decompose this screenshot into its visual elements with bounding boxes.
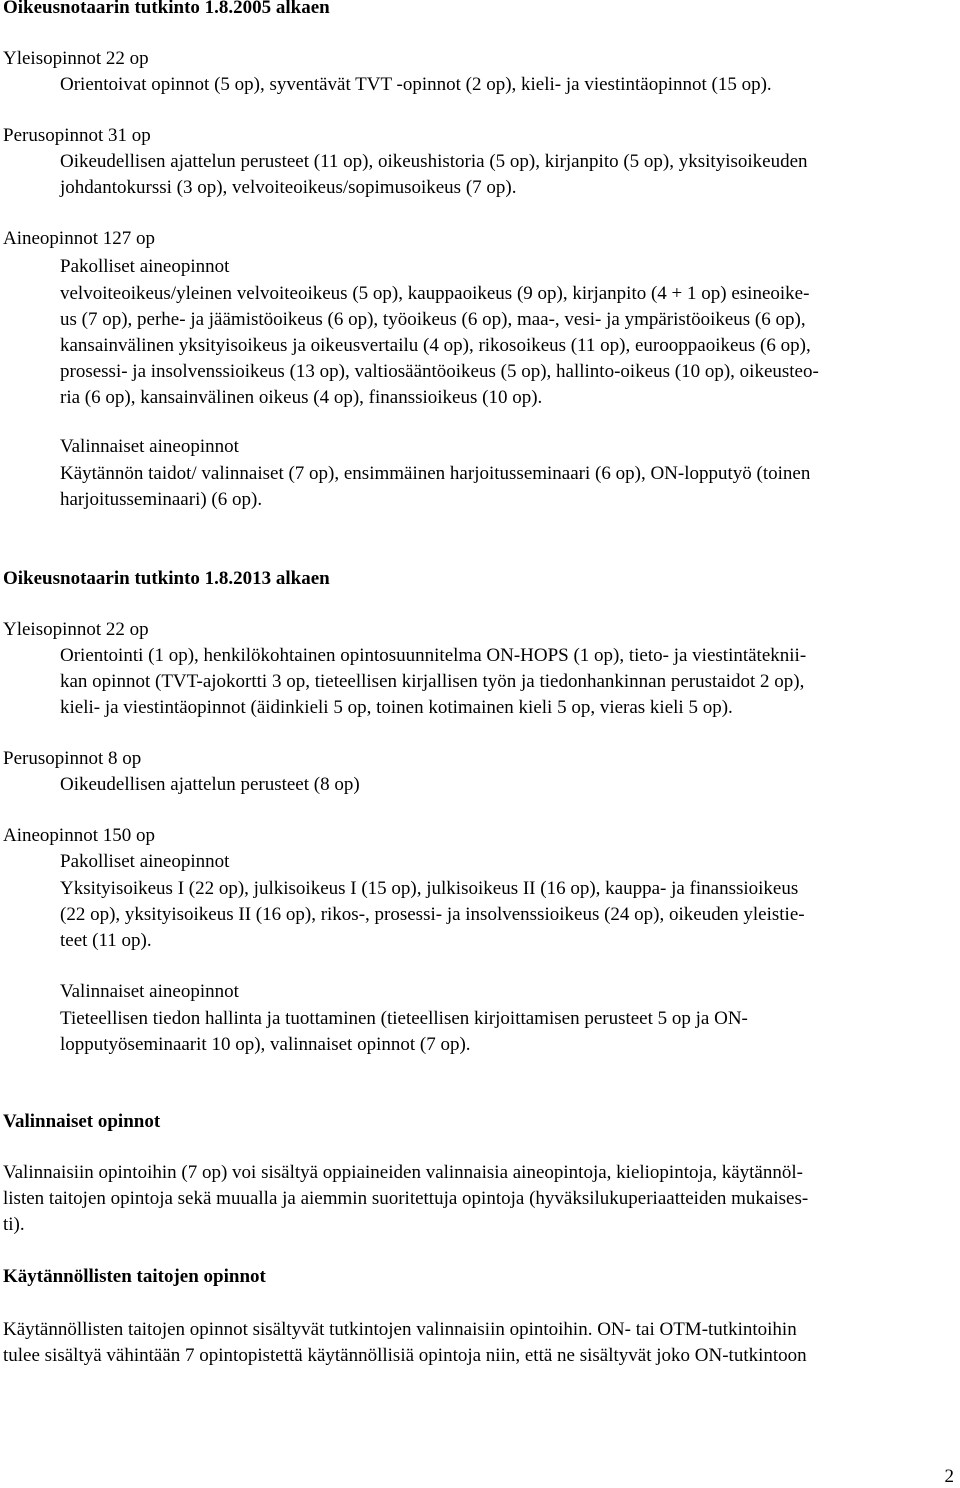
section-2005-title: Oikeusnotaarin tutkinto 1.8.2005 alkaen bbox=[3, 0, 330, 18]
page-number: 2 bbox=[944, 1466, 954, 1487]
section-2013-pakolliset-heading: Pakolliset aineopinnot bbox=[60, 851, 230, 872]
section-2013-yleisopinnot-text-line: kan opinnot (TVT-ajokortti 3 op, tieteellisen kirjallisen työn ja tiedonhankinnan perustaidot 2 op), bbox=[60, 671, 805, 692]
section-2005-valinnaiset-heading: Valinnaiset aineopinnot bbox=[60, 436, 239, 457]
section-2013-yleisopinnot-heading: Yleisopinnot 22 op bbox=[3, 619, 149, 640]
section-2013-yleisopinnot-text-line: kieli- ja viestintäopinnot (äidinkieli 5 op, toinen kotimainen kieli 5 op, vieras kieli 5 op). bbox=[60, 697, 733, 718]
section-2013-perusopinnot-text: Oikeudellisen ajattelun perusteet (8 op) bbox=[60, 774, 360, 795]
section-2013-valinnaiset-text-line: lopputyöseminaarit 10 op), valinnaiset opinnot (7 op). bbox=[60, 1034, 471, 1055]
section-2005-perusopinnot-text-line: johdantokurssi (3 op), velvoiteoikeus/sopimusoikeus (7 op). bbox=[60, 177, 517, 198]
valinnaiset-opinnot-title: Valinnaiset opinnot bbox=[3, 1111, 161, 1132]
section-2005-yleisopinnot-heading: Yleisopinnot 22 op bbox=[3, 48, 149, 69]
section-2005-pakolliset-text-line: us (7 op), perhe- ja jäämistöoikeus (6 op), työoikeus (6 op), maa-, vesi- ja ympäristöoikeus (6 op), bbox=[60, 309, 806, 330]
kaytannolliset-text-line: tulee sisältyä vähintään 7 opintopistettä käytännöllisiä opintoja niin, että ne sisältyvät joko ON-tutkintoon bbox=[3, 1345, 807, 1366]
section-2005-perusopinnot-heading: Perusopinnot 31 op bbox=[3, 125, 151, 146]
section-2005-pakolliset-text-line: ria (6 op), kansainvälinen oikeus (4 op), finanssioikeus (10 op). bbox=[60, 387, 543, 408]
section-2013-pakolliset-text-line: Yksityisoikeus I (22 op), julkisoikeus I (15 op), julkisoikeus II (16 op), kauppa- ja finanssioikeus bbox=[60, 878, 799, 899]
kaytannolliset-title: Käytännöllisten taitojen opinnot bbox=[3, 1266, 266, 1287]
section-2005-pakolliset-heading: Pakolliset aineopinnot bbox=[60, 256, 230, 277]
section-2005-aineopinnot-heading: Aineopinnot 127 op bbox=[3, 228, 155, 249]
section-2005-valinnaiset-text-line: harjoitusseminaari) (6 op). bbox=[60, 489, 263, 510]
section-2013-valinnaiset-heading: Valinnaiset aineopinnot bbox=[60, 981, 239, 1002]
section-2005-yleisopinnot-text: Orientoivat opinnot (5 op), syventävät TVT -opinnot (2 op), kieli- ja viestintäopinnot (15 op). bbox=[60, 74, 772, 95]
valinnaiset-opinnot-text-line: listen taitojen opintoja sekä muualla ja aiemmin suoritettuja opintoja (hyväksilukuperiaatteiden mukaises- bbox=[3, 1188, 809, 1209]
section-2005-valinnaiset-text-line: Käytännön taidot/ valinnaiset (7 op), ensimmäinen harjoitusseminaari (6 op), ON-lopputyö (toinen bbox=[60, 463, 811, 484]
section-2013-pakolliset-text-line: (22 op), yksityisoikeus II (16 op), rikos-, prosessi- ja insolvenssioikeus (24 op), oikeuden yleistie- bbox=[60, 904, 805, 925]
valinnaiset-opinnot-text-line: Valinnaisiin opintoihin (7 op) voi sisältyä oppiaineiden valinnaisia aineopintoja, kieliopintoja, käytännöl- bbox=[3, 1162, 803, 1183]
section-2013-yleisopinnot-text-line: Orientointi (1 op), henkilökohtainen opintosuunnitelma ON-HOPS (1 op), tieto- ja viestintäteknii- bbox=[60, 645, 807, 666]
valinnaiset-opinnot-text-line: ti). bbox=[3, 1214, 25, 1235]
section-2005-pakolliset-text-line: velvoiteoikeus/yleinen velvoiteoikeus (5 op), kauppaoikeus (9 op), kirjanpito (4 + 1 op) esineoike- bbox=[60, 283, 810, 304]
section-2013-title: Oikeusnotaarin tutkinto 1.8.2013 alkaen bbox=[3, 568, 330, 589]
section-2005-pakolliset-text-line: prosessi- ja insolvenssioikeus (13 op), valtiosääntöoikeus (5 op), hallinto-oikeus (10 op), oikeusteo- bbox=[60, 361, 819, 382]
section-2005-pakolliset-text-line: kansainvälinen yksityisoikeus ja oikeusvertailu (4 op), rikosoikeus (11 op), eurooppaoikeus (6 op), bbox=[60, 335, 811, 356]
section-2013-perusopinnot-heading: Perusopinnot 8 op bbox=[3, 748, 142, 769]
section-2005-perusopinnot-text-line: Oikeudellisen ajattelun perusteet (11 op), oikeushistoria (5 op), kirjanpito (5 op), yksityisoikeuden bbox=[60, 151, 808, 172]
section-2013-aineopinnot-heading: Aineopinnot 150 op bbox=[3, 825, 155, 846]
section-2013-pakolliset-text-line: teet (11 op). bbox=[60, 930, 152, 951]
kaytannolliset-text-line: Käytännöllisten taitojen opinnot sisältyvät tutkintojen valinnaisiin opintoihin. ON- tai OTM-tutkintoihin bbox=[3, 1319, 797, 1340]
section-2013-valinnaiset-text-line: Tieteellisen tiedon hallinta ja tuottaminen (tieteellisen kirjoittamisen perusteet 5 op ja ON- bbox=[60, 1008, 748, 1029]
